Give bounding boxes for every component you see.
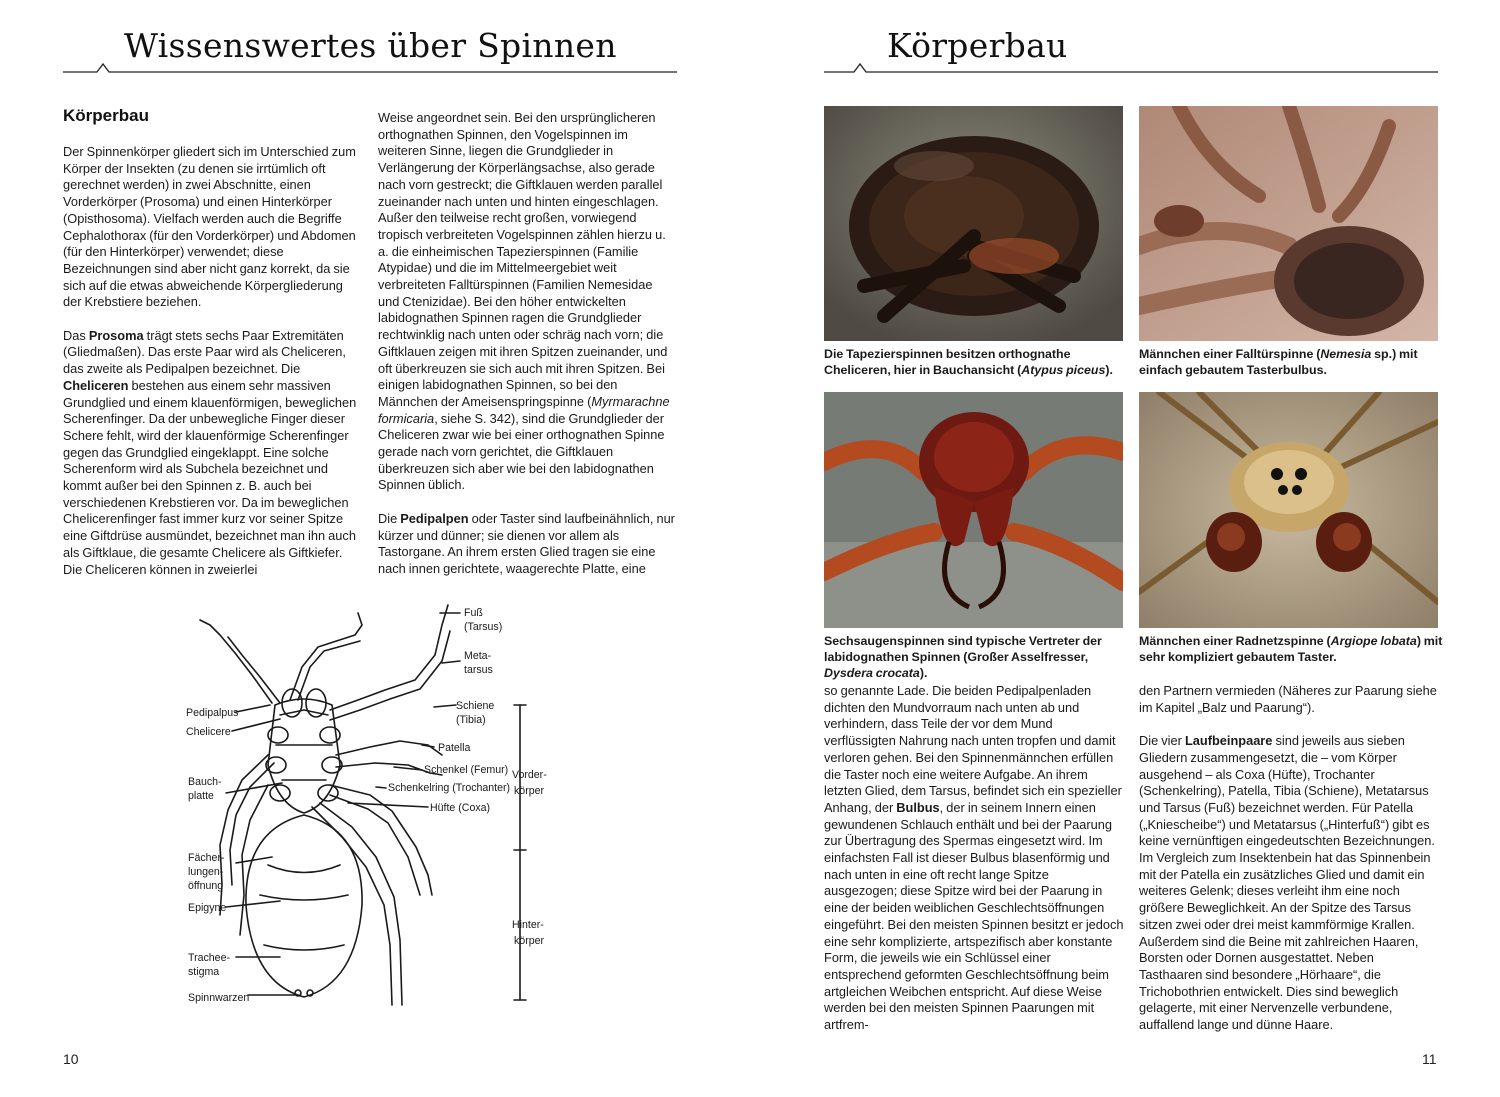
spider-anatomy-diagram — [180, 595, 560, 1035]
label-schenkelring: Schenkelring (Trochanter) — [388, 782, 511, 794]
paragraph: Weise angeordnet sein. Bei den ursprünglicheren orthognathen Spinnen, den Vogelspinnen im weiteren Sinne, liegen die Grundglieder in Verlängerung der Körperlängsachse, also gerade nach vorn gestreckt; die Giftklauen werden parallel zueinander nach unten und hinten eingeschlagen. Außer den teilweise recht großen, vorwiegend tropisch verbreiteten Vogelspinnen zählen hierzu u. a. die einheimischen Tapezierspinnen (Familie Atypidae) und die im Mittelmeergebiet weit verbreiteten Falltürspinnen (Familien Nemesidae und Ctenizidae). Bei den höher entwickelten labidognathen Spinnen ragen die Grundglieder rechtwinklig nach unten oder schräg nach vorn; die Giftklauen zeigen mit ihren Spitzen zueinander, und oft überkreuzen sie sich auch mit ihren Spitzen. Bei einigen labidognathen Spinnen, so bei den Männchen der Ameisenspringspinne (Myrmarachne formicaria, siehe S. 342), sind die Grundglieder der Cheliceren zwar wie bei einer orthognathen Spinne gerade nach vorn gerichtet, die Giftklauen überkreuzen sich aber wie bei den labidognathen Spinnen üblich. — [378, 110, 670, 493]
paragraph: Die vier Laufbeinpaare sind jeweils aus sieben Gliedern zusammengesetzt, die – vom Körper ausgehend – als Coxa (Hüfte), Trochanter (Schenkelring), Patella, Tibia (Schiene), Metatarsus und Tarsus (Fuß) bezeichnet werden. Für Patella („Kniescheibe“) und Metatarsus („Hinterfuß“) gibt es keine vernünftigen eingedeutschten Bezeichnungen. Im Vergleich zum Insektenbein hat das Spinnenbein mit der Patella ein zusätzliches Glied und damit ein weiteres Gelenk; dieses verleiht ihm eine noch größere Beweglichkeit. An der Spitze des Tarsus sitzen zwei oder drei meist kammförmige Krallen. Außerdem sind die Beine mit zahlreichen Haaren, Borsten oder Dornen ausgestattet. Neben Tasthaaren sind besondere „Hörhaare“, die Trichobothrien entwickelt. Dies sind beweglich gelagerte, mit einer Nervenzelle verbundene, auffallend lange und dünne Haare. — [1139, 733, 1435, 1033]
paragraph: den Partnern vermieden (Näheres zur Paarung siehe im Kapitel „Balz und Paarung“). — [1139, 683, 1437, 715]
label-bauchplatte-2: platte — [188, 790, 214, 802]
photo-caption: Die Tapezierspinnen besitzen orthognathe Cheliceren, hier in Bauchansicht (Atypus piceus). — [824, 347, 1113, 377]
label-chelicere: Chelicere — [186, 726, 231, 738]
text-column-1 — [63, 144, 363, 584]
label-tibia: (Tibia) — [456, 714, 486, 726]
label-vorderkoerper-1: Vorder- — [512, 769, 547, 781]
page-number: 11 — [1422, 1051, 1437, 1067]
label-epigyne: Epigyne — [188, 902, 227, 914]
paragraph: Der Spinnenkörper gliedert sich im Unterschied zum Körper der Insekten (zu denen sie irrtümlich oft gerechnet werden) in zwei Abschnitte, einen Vorderkörper (Prosoma) und einen Hinterkörper (Opisthosoma). Vielfach werden auch die Begriffe Cephalothorax (für den Vorderkörper) und Abdomen (für den Hinterkörper) verwendet; diese Bezeichnungen sind aber nicht ganz korrekt, da sie sich auf die etwas abweichende Körpergliederung der Krebstiere beziehen. — [63, 144, 356, 310]
photo-argiope — [1139, 392, 1438, 628]
label-faecherlungen-1: Fächer- — [188, 852, 225, 864]
label-spinnwarzen: Spinnwarzen — [188, 992, 250, 1004]
label-hinterkoerper-1: Hinter- — [512, 919, 544, 931]
label-tracheenstigma-1: Trachee- — [188, 952, 230, 964]
photo-atypus — [824, 106, 1123, 341]
title-rule — [63, 56, 677, 76]
label-huefte: Hüfte (Coxa) — [430, 802, 491, 814]
label-faecherlungen-3: öffnung — [188, 880, 224, 892]
paragraph: Die Pedipalpen oder Taster sind laufbeinähnlich, nur kürzer und dünner; sie dienen vor allem als Tastorgane. An ihrem ersten Glied tragen sie eine nach innen gerichtete, waagerechte Platte, eine — [378, 510, 675, 576]
photo-nemesia — [1139, 106, 1438, 341]
paragraph: Das Prosoma trägt stets sechs Paar Extremitäten (Gliedmaßen). Das erste Paar wird als Cheliceren, das zweite als Pedipalpen bezeichnet. Die Cheliceren bestehen aus einem sehr massiven Grundglied und einem klauenförmigen, beweglichen Scherenfinger. Da der unbewegliche Finger dieser Schere fehlt, wird der klauenförmige Scherenfinger gegen das Grundglied eingeklappt. Eine solche Scherenform wird als Subchela bezeichnet und kommt außer bei den Spinnen z. B. auch bei verschiedenen Krebstieren vor. Da im beweglichen Chelicerenfinger fast immer kurz vor seiner Spitze eine Giftdrüse ausmündet, bezeichnet man ihn auch als Giftklaue, die gesamte Chelicere als Giftkiefer. Die Cheliceren können in zweierlei — [63, 327, 357, 577]
title-rule — [824, 56, 1438, 76]
label-metatarsus-1: Meta- — [464, 650, 492, 662]
text-column-4 — [1139, 683, 1439, 1035]
right-running-title: Körperbau — [887, 26, 1068, 65]
label-bauchplatte-1: Bauch- — [188, 776, 222, 788]
left-running-title: Wissenswertes über Spinnen — [124, 26, 617, 65]
label-schenkel: Schenkel (Femur) — [424, 764, 509, 776]
label-metatarsus-2: tarsus — [464, 664, 493, 676]
label-schiene: Schiene — [456, 700, 495, 712]
label-fuss: Fuß — [464, 607, 483, 619]
text-column-3 — [824, 683, 1124, 1035]
right-page — [750, 0, 1500, 1097]
photo-caption: Männchen einer Radnetzspinne (Argiope lobata) mit sehr kompliziert gebautem Taster. — [1139, 634, 1443, 664]
photo-dysdera — [824, 392, 1123, 628]
label-vorderkoerper-2: körper — [514, 785, 545, 797]
page-number: 10 — [63, 1051, 79, 1067]
label-tracheenstigma-2: stigma — [188, 966, 220, 978]
label-tarsus: (Tarsus) — [464, 621, 503, 633]
label-faecherlungen-2: lungen- — [188, 866, 224, 878]
text-column-2 — [378, 110, 676, 584]
photo-caption: Männchen einer Falltürspinne (Nemesia sp.) mit einfach gebautem Tasterbulbus. — [1139, 347, 1418, 377]
label-hinterkoerper-2: körper — [514, 935, 545, 947]
section-heading: Körperbau — [63, 106, 149, 125]
photo-caption: Sechsaugenspinnen sind typische Vertreter der labidognathen Spinnen (Großer Asselfresser, Dysdera crocata). — [824, 634, 1102, 680]
label-patella: Patella — [438, 742, 471, 754]
label-pedipalpus: Pedipalpus — [186, 707, 239, 719]
paragraph: so genannte Lade. Die beiden Pedipalpenladen dichten den Mundvorraum nach unten ab und verhindern, dass Teile der vor dem Mund verflüssigten Nahrung nach unten tropfen und damit verloren gehen. Bei den Spinnenmännchen erfüllen die Taster noch eine weitere Aufgabe. An ihrem letzten Glied, dem Tarsus, befindet sich ein spezieller Anhang, der Bulbus, der in seinem Innern einen gewundenen Schlauch enthält und bei der Paarung zur Übertragung des Spermas eingesetzt wird. Im einfachsten Fall ist dieser Bulbus blasenförmig und nach unten in eine oft recht lange Spitze ausgezogen; diese Spitze wird bei der Paarung in eine der beiden weiblichen Geschlechtsöffnungen eingeführt. Bei den meisten Spinnen besitzt er jedoch eine sehr komplizierte, artspezifisch aber konstante Form, die jeweils wie ein Schlüssel einer entsprechend geformten Geschlechtsöffnung beim artgleichen Weibchen entspricht. Auf diese Weise werden bei den meisten Spinnen Paarungen mit artfrem- — [824, 683, 1124, 1033]
